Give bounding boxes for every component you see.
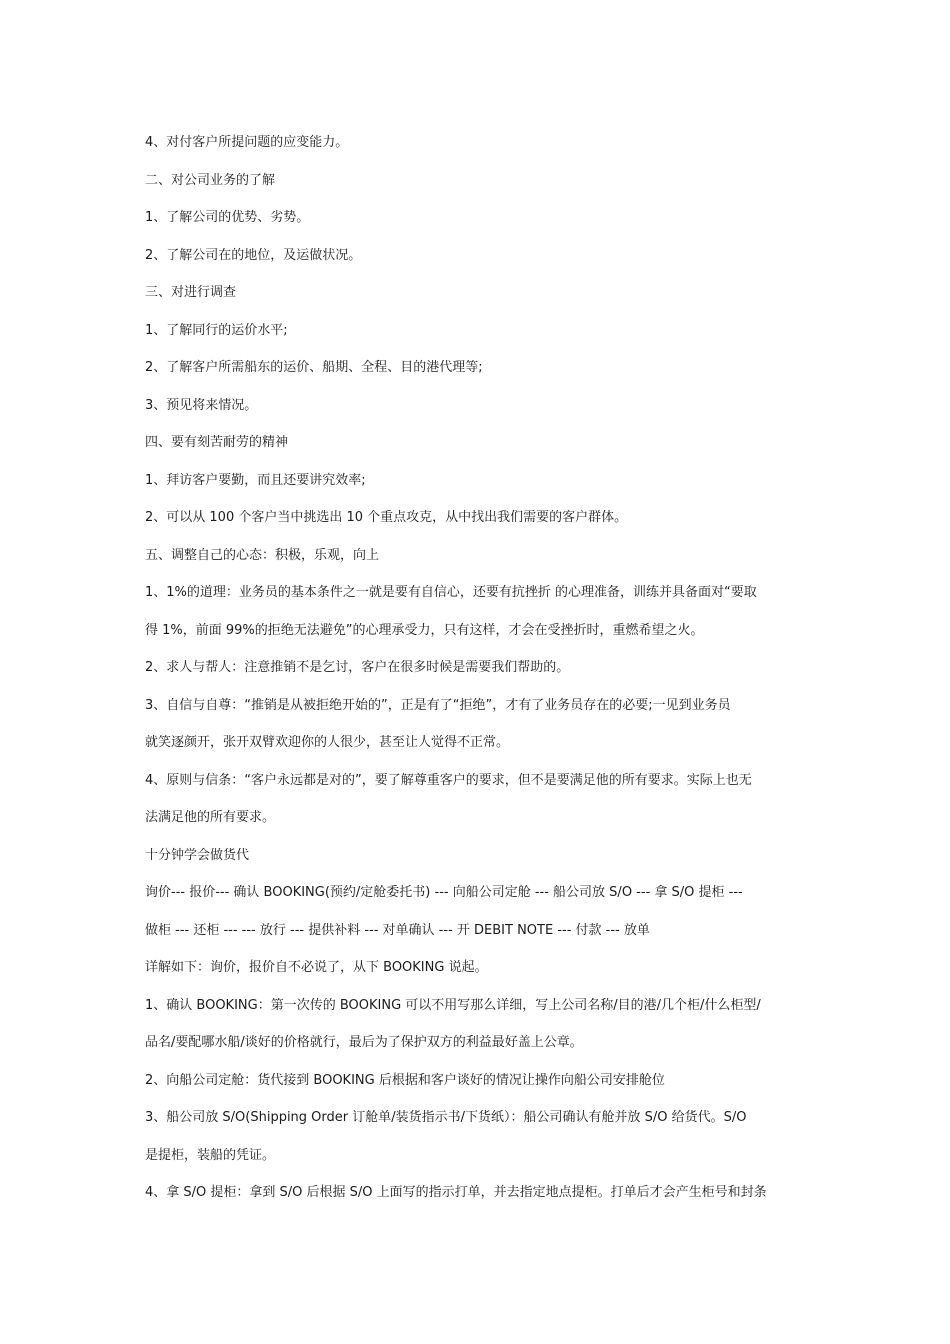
paragraph — [145, 1174, 813, 1212]
paragraph — [145, 312, 813, 350]
text-line: 4、原则与信条：“客户永远都是对的”，要了解尊重客户的要求，但不是要满足他的所有要求。实际上也无 — [145, 772, 752, 788]
paragraph — [145, 1062, 813, 1100]
paragraph — [145, 1099, 813, 1174]
paragraph — [145, 687, 813, 762]
paragraph — [145, 124, 813, 162]
text-line: 2、了解客户所需船东的运价、船期、全程、目的港代理等; — [145, 360, 483, 375]
paragraph — [145, 874, 813, 949]
paragraph — [145, 987, 813, 1062]
text-line: 1、1%的道理：业务员的基本条件之一就是要有自信心，还要有抗挫折 的心理准备，训练并具备面对“要取 — [145, 585, 757, 600]
text-line: 2、可以从 100 个客户当中挑选出 10 个重点攻克，从中找出我们需要的客户群体。 — [145, 510, 628, 525]
paragraph — [145, 537, 813, 575]
text-line: 2、向船公司定舱：货代接到 BOOKING 后根据和客户谈好的情况让操作向船公司安排舱位 — [145, 1072, 665, 1088]
text-line: 4、拿 S/O 提柜：拿到 S/O 后根据 S/O 上面写的指示打单，并去指定地点提柜。打单后才会产生柜号和封条 — [145, 1185, 767, 1200]
paragraph — [145, 649, 813, 687]
text-line: 3、预见将来情况。 — [145, 397, 258, 413]
paragraph — [145, 274, 813, 312]
paragraph — [145, 162, 813, 200]
text-line: 询价--- 报价--- 确认 BOOKING(预约/定舱委托书) --- 向船公司定舱 --- 船公司放 S/O --- 拿 S/O 提柜 --- — [145, 885, 743, 900]
paragraph — [145, 762, 813, 837]
paragraph — [145, 499, 813, 537]
paragraph — [145, 237, 813, 275]
text-line: 得 1%，前面 99%的拒绝无法避免”的心理承受力，只有这样，才会在受挫折时，重燃希望之火。 — [145, 622, 704, 638]
text-line: 1、确认 BOOKING：第一次传的 BOOKING 可以不用写那么详细，写上公司名称/目的港/几个柜/什么柜型/ — [145, 997, 761, 1013]
text-line: 1、了解公司的优势、劣势。 — [145, 210, 310, 225]
paragraph — [145, 424, 813, 462]
paragraph — [145, 387, 813, 425]
document-body — [145, 124, 813, 1212]
text-line: 四、要有刻苦耐劳的精神 — [145, 435, 289, 450]
text-line: 五、调整自己的心态：积极，乐观，向上 — [145, 547, 380, 563]
paragraph — [145, 199, 813, 237]
text-line: 十分钟学会做货代 — [145, 847, 250, 863]
text-line: 3、船公司放 S/O(Shipping Order 订舱单/装货指示书/下货纸）：船公司确认有舱并放 S/O 给货代。S/O — [145, 1110, 747, 1125]
paragraph — [145, 949, 813, 987]
paragraph — [145, 349, 813, 387]
paragraph — [145, 837, 813, 875]
text-line: 二、对公司业务的了解 — [145, 172, 276, 188]
text-line: 品名/要配哪水船/谈好的价格就行，最后为了保护双方的利益最好盖上公章。 — [145, 1035, 583, 1050]
text-line: 做柜 --- 还柜 --- --- 放行 --- 提供补料 --- 对单确认 --- 开 DEBIT NOTE --- 付款 --- 放单 — [145, 922, 650, 938]
text-line: 3、自信与自尊：“推销是从被拒绝开始的”，正是有了“拒绝”，才有了业务员存在的必要;一见到业务员 — [145, 697, 731, 713]
paragraph — [145, 574, 813, 649]
paragraph — [145, 462, 813, 500]
text-line: 2、求人与帮人：注意推销不是乞讨，客户在很多时候是需要我们帮助的。 — [145, 660, 570, 675]
text-line: 2、了解公司在的地位，及运做状况。 — [145, 247, 362, 263]
text-line: 详解如下：询价，报价自不必说了，从下 BOOKING 说起。 — [145, 960, 488, 975]
text-line: 4、对付客户所提问题的应变能力。 — [145, 135, 349, 150]
text-line: 是提柜，装船的凭证。 — [145, 1147, 276, 1163]
text-line: 法满足他的所有要求。 — [145, 810, 276, 825]
text-line: 三、对进行调查 — [145, 285, 237, 300]
text-line: 就笑逐颜开，张开双臂欢迎你的人很少，甚至让人觉得不正常。 — [145, 735, 510, 750]
text-line: 1、拜访客户要勤，而且还要讲究效率; — [145, 472, 366, 488]
text-line: 1、了解同行的运价水平; — [145, 322, 288, 338]
